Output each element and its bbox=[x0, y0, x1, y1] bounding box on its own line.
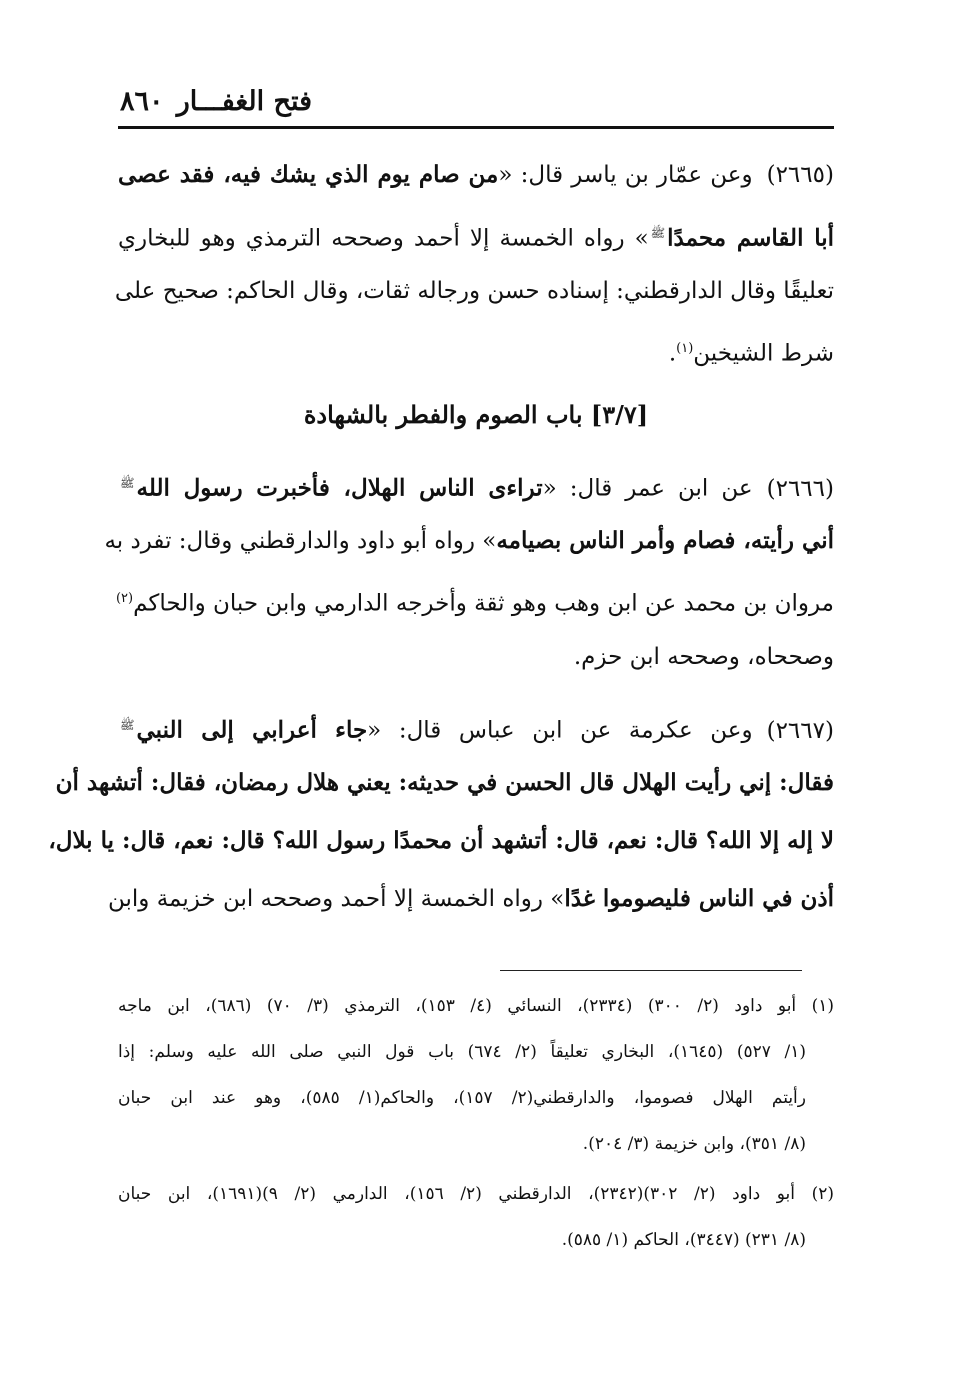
salutation-glyph: ﷺ bbox=[120, 718, 135, 732]
text-span: عن ابن عمر قال: « bbox=[542, 475, 753, 502]
text-span: » رواه الخمسة إلا أحمد وصححه ابن خزيمة وابن bbox=[107, 886, 565, 912]
quoted-text: جاء أعرابي إلى النبي bbox=[136, 716, 368, 744]
text-line bbox=[118, 702, 834, 760]
salutation-glyph: ﷺ bbox=[120, 476, 135, 490]
quoted-text: أبا القاسم محمدًا bbox=[667, 224, 834, 252]
main-text bbox=[48, 152, 834, 934]
text-line: تعليقًا وقال الدارقطني: إسناده حسن ورجاله ثقات، وقال الحاكم: صحيح على bbox=[114, 278, 834, 304]
footnote-1-line: رأيتم الهلال فصوموا، والدارقطني(٢/ ١٥٧)، والحاكم(١/ ٥٨٥)، وهو عند ابن حبان bbox=[118, 1088, 806, 1108]
footnote-ref: (١) bbox=[676, 341, 694, 356]
text-span: » رواه الخمسة إلا أحمد وصححه الترمذي وهو للبخاري bbox=[118, 225, 649, 252]
hadith-2667 bbox=[48, 702, 834, 934]
text-line bbox=[118, 152, 834, 210]
text-line bbox=[118, 326, 834, 384]
footnote-1-line: (١) أبو داود (٢/ ٣٠٠) (٢٣٣٤)، النسائي (٤/ ١٥٣)، الترمذي (٣/ ٧٠) (٦٨٦)، ابن ماجه bbox=[118, 996, 835, 1016]
quoted-text: أني رأيته، فصام وأمر الناس بصيامه bbox=[496, 527, 834, 554]
text-line bbox=[104, 518, 834, 576]
quoted-text: أذن في الناس فليصوموا غدًا bbox=[564, 885, 834, 912]
footnote-1-line: (٨/ ٣٥١)، وابن خزيمة (٣/ ٢٠٤). bbox=[582, 1134, 806, 1154]
footnotes bbox=[118, 986, 834, 1266]
text-line bbox=[118, 460, 834, 518]
text-line: وصححاه، وصححه ابن حزم. bbox=[573, 644, 834, 670]
text-line bbox=[115, 576, 834, 634]
text-span: » رواه أبو داود والدارقطني وقال: تفرد به bbox=[104, 528, 497, 554]
header-rule bbox=[118, 126, 834, 129]
footnote-ref: (٢) bbox=[115, 591, 134, 606]
hadith-2665 bbox=[114, 152, 834, 384]
footnote-2-line: (٨/ ٢٣١) (٣٤٤٧)، الحاكم (١/ ٥٨٥). bbox=[561, 1230, 806, 1250]
text-line: لا إله إلا الله؟ قال: نعم، قال: أتشهد أن محمدًا رسول الله؟ قال: نعم، قال: يا بلال، bbox=[48, 827, 834, 854]
text-line bbox=[107, 876, 834, 934]
text-span: مروان بن محمد عن ابن وهب وهو ثقة وأخرجه الدارمي وابن حبان والحاكم bbox=[133, 590, 834, 617]
running-title: فتح الغفـــار bbox=[176, 86, 312, 117]
hadith-2666 bbox=[104, 460, 834, 692]
quoted-text: تراءى الناس الهلال، فأخبرت رسول الله bbox=[136, 474, 543, 502]
salutation-glyph: ﷺ bbox=[650, 226, 666, 240]
text-span: . bbox=[668, 340, 677, 367]
text-line: فقال: إني رأيت الهلال قال الحسن في حديثه: يعني هلال رمضان، فقال: أتشهد أن bbox=[55, 769, 834, 796]
text-line bbox=[118, 210, 834, 268]
page-number: ٨٦٠ bbox=[120, 86, 164, 117]
text-span: وعن عمّار بن ياسر قال: « bbox=[498, 162, 753, 188]
section-heading: [٣/٧] باب الصوم والفطر بالشهادة bbox=[303, 400, 649, 429]
text-span: وعن عكرمة عن ابن عباس قال: « bbox=[367, 717, 753, 744]
text-span: شرط الشيخين bbox=[693, 340, 834, 367]
hadith-number: (٢٦٦٧) bbox=[766, 717, 834, 744]
footnote-separator bbox=[500, 970, 802, 971]
quoted-text: من صام يوم الذي يشك فيه، فقد عصى bbox=[118, 161, 499, 188]
hadith-number: (٢٦٦٥) bbox=[766, 162, 834, 188]
running-header bbox=[120, 82, 832, 122]
footnote-1-line: (١/ ٥٢٧) (١٦٤٥)، البخاري تعليقاً (٢/ ٦٧٤) باب قول النبي صلى الله عليه وسلم: إذا bbox=[118, 1042, 807, 1062]
hadith-number: (٢٦٦٦) bbox=[766, 475, 834, 502]
footnote-2-line: (٢) أبو داود (٢/ ٣٠٢)(٢٣٤٢)، الدارقطني (٢/ ١٥٦)، الدارمي (٢/ ٩)(١٦٩١)، ابن حبان bbox=[118, 1184, 834, 1204]
